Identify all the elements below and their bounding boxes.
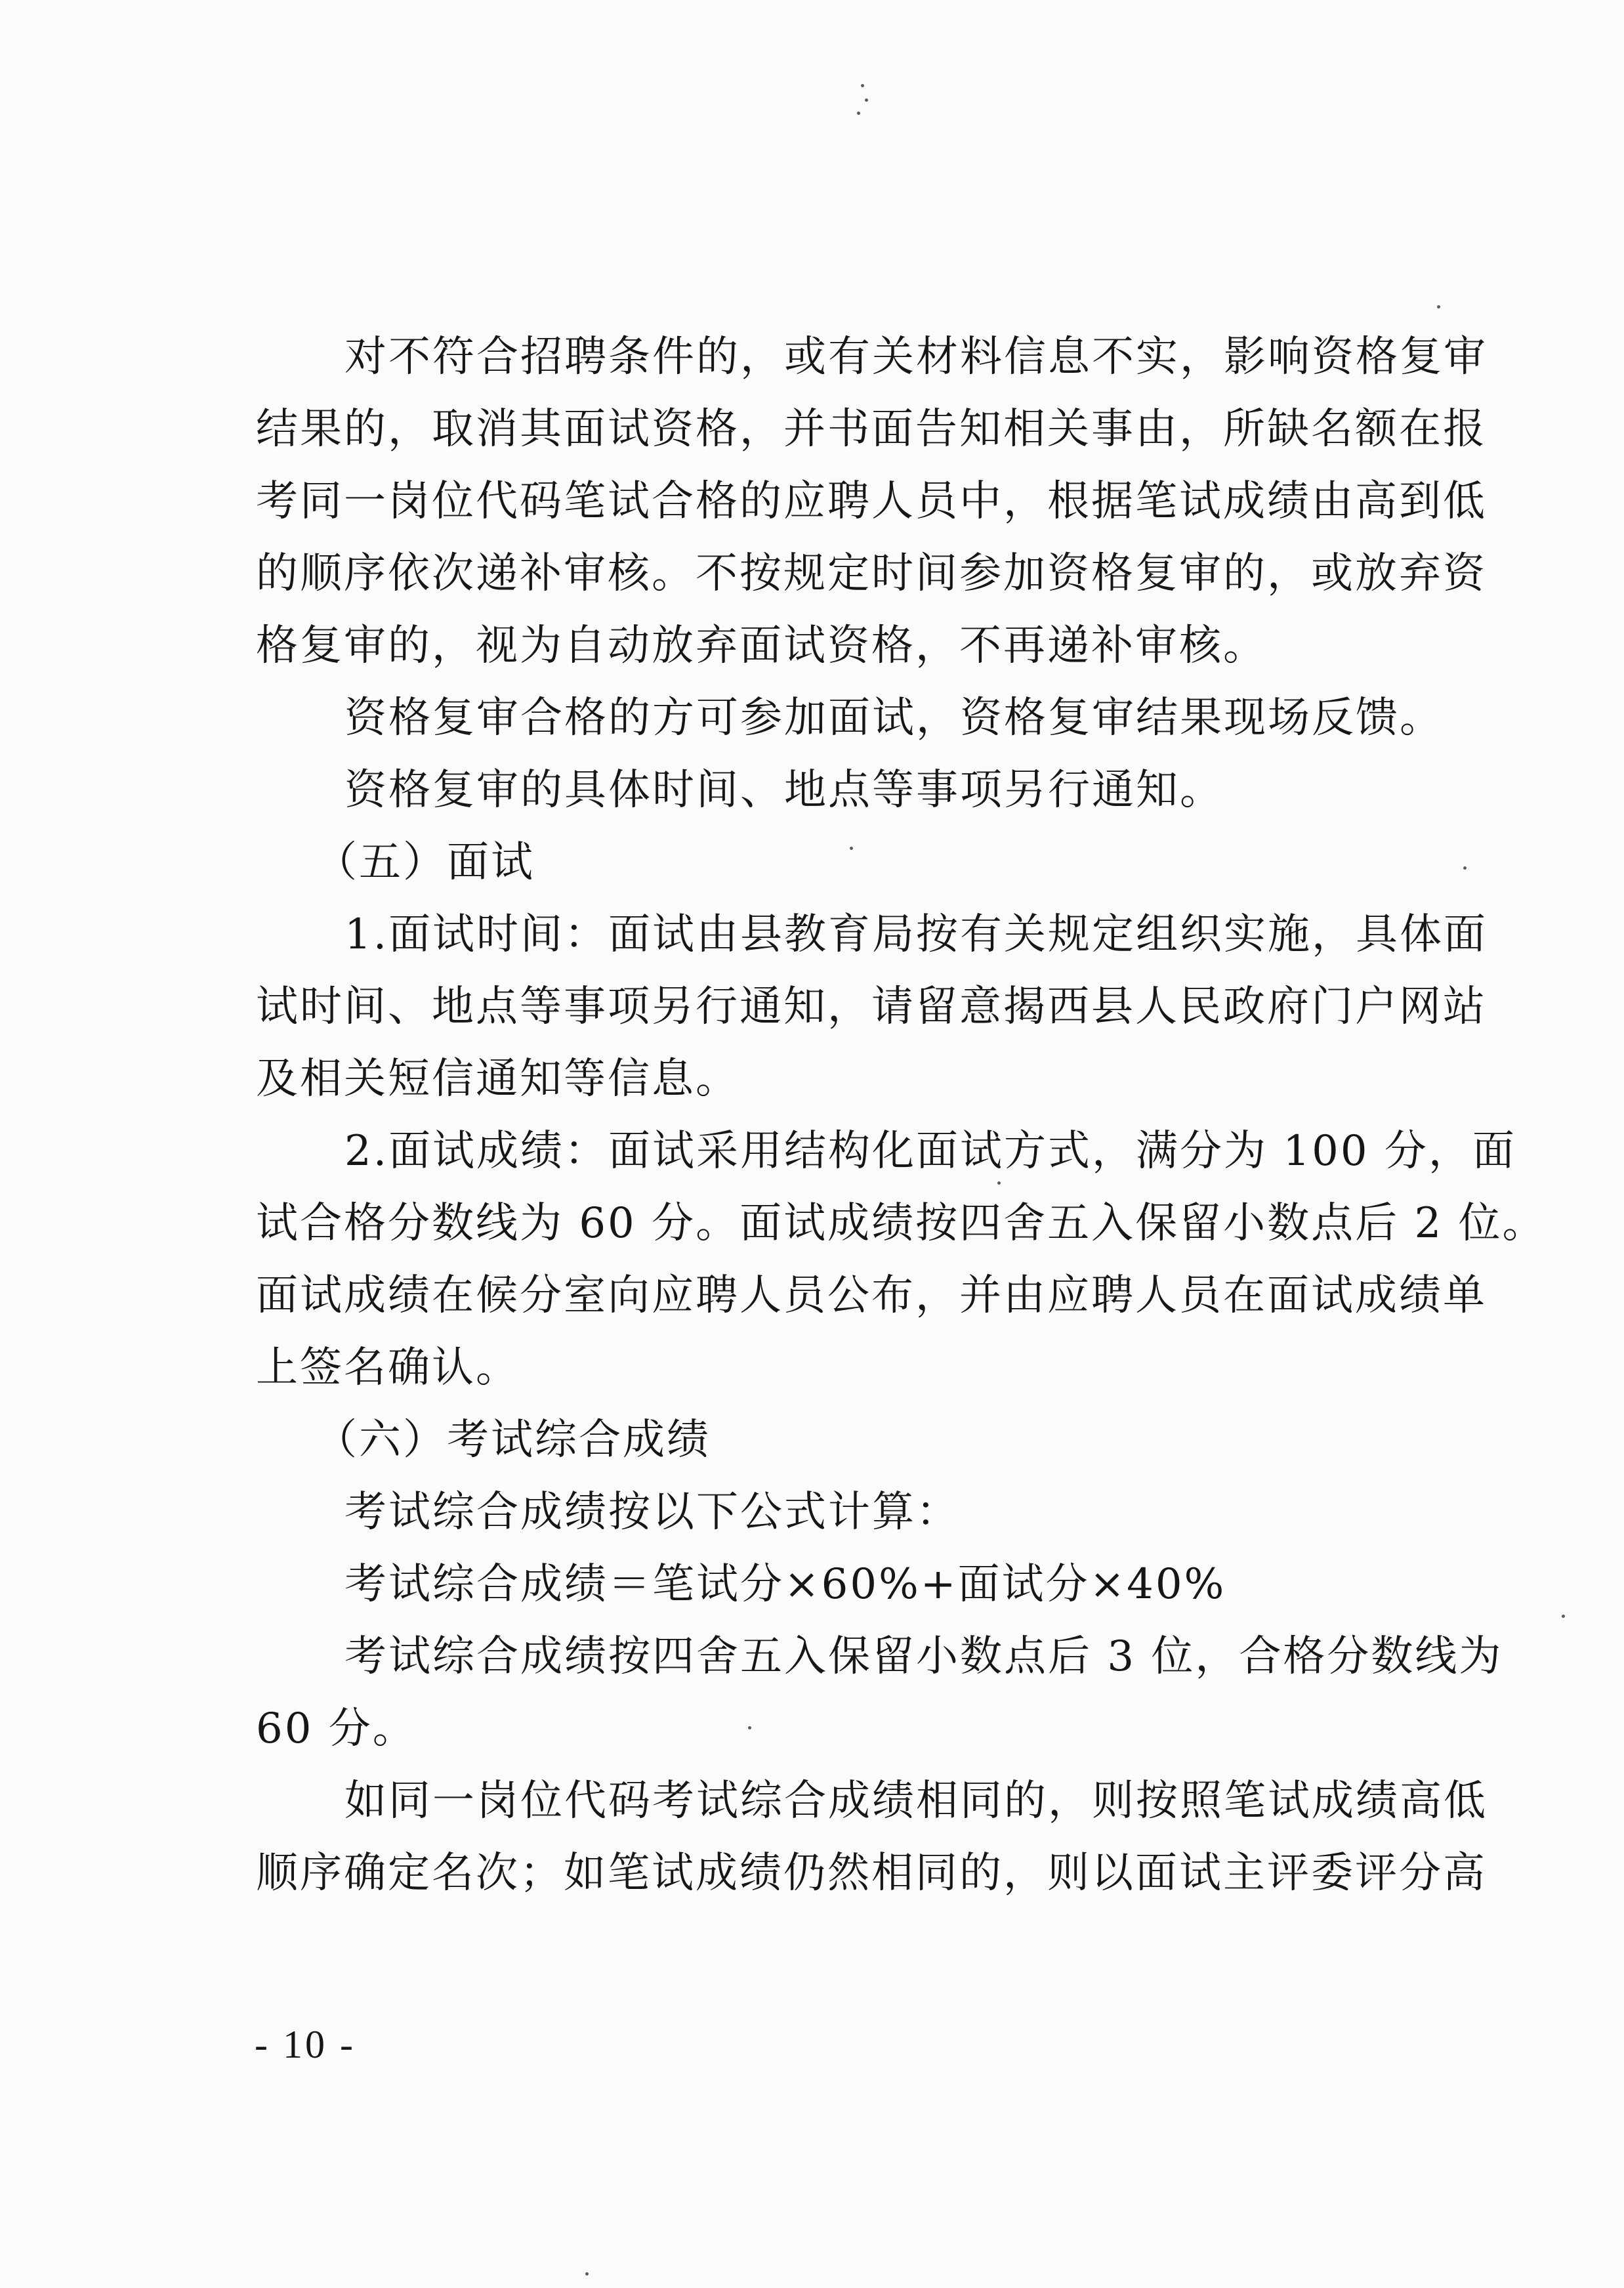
page-number: - 10 - [255, 2023, 356, 2066]
scan-speck [861, 84, 864, 87]
scan-speck [865, 98, 868, 102]
section-heading: （五）面试 [315, 838, 535, 887]
scan-speck [1562, 1615, 1565, 1618]
scan-speck [1463, 866, 1467, 870]
section-heading: （六）考试综合成绩 [315, 1416, 711, 1464]
scan-speck [1437, 305, 1440, 308]
scan-speck [997, 1181, 1001, 1185]
text-line: 考试综合成绩按以下公式计算： [344, 1488, 960, 1536]
text-line: 及相关短信通知等信息。 [256, 1055, 739, 1103]
text-line: 顺序确定名次；如笔试成绩仍然相同的，则以面试主评委评分高 [256, 1849, 1487, 1897]
formula-line: 考试综合成绩＝笔试分×60%+面试分×40% [344, 1560, 1226, 1609]
text-line: 试时间、地点等事项另行通知，请留意揭西县人民政府门户网站 [256, 983, 1487, 1031]
text-line: 上签名确认。 [256, 1344, 520, 1392]
text-line: 面试成绩在候分室向应聘人员公布，并由应聘人员在面试成绩单 [256, 1271, 1487, 1320]
text-line: 考试综合成绩按四舍五入保留小数点后 3 位，合格分数线为 [344, 1632, 1503, 1681]
text-line: 1.面试时间：面试由县教育局按有关规定组织实施，具体面 [344, 910, 1488, 959]
text-line: 结果的，取消其面试资格，并书面告知相关事由，所缺名额在报 [256, 405, 1487, 454]
scan-speck [850, 847, 853, 850]
text-line: 的顺序依次递补审核。不按规定时间参加资格复审的，或放弃资 [256, 549, 1487, 598]
text-line: 资格复审合格的方可参加面试，资格复审结果现场反馈。 [344, 694, 1444, 742]
text-line: 试合格分数线为 60 分。面试成绩按四舍五入保留小数点后 2 位。 [256, 1199, 1547, 1248]
text-line: 60 分。 [256, 1705, 417, 1753]
text-line: 资格复审的具体时间、地点等事项另行通知。 [344, 766, 1224, 815]
scan-speck [585, 2272, 589, 2276]
scan-speck [748, 1726, 751, 1729]
text-line: 考同一岗位代码笔试合格的应聘人员中，根据笔试成绩由高到低 [256, 477, 1487, 526]
text-line: 对不符合招聘条件的，或有关材料信息不实，影响资格复审 [344, 333, 1488, 381]
text-line: 如同一岗位代码考试综合成绩相同的，则按照笔试成绩高低 [344, 1777, 1488, 1825]
text-line: 2.面试成绩：面试采用结构化面试方式，满分为 100 分，面 [344, 1127, 1516, 1176]
text-line: 格复审的，视为自动放弃面试资格，不再递补审核。 [256, 622, 1267, 670]
scan-speck [857, 112, 860, 115]
